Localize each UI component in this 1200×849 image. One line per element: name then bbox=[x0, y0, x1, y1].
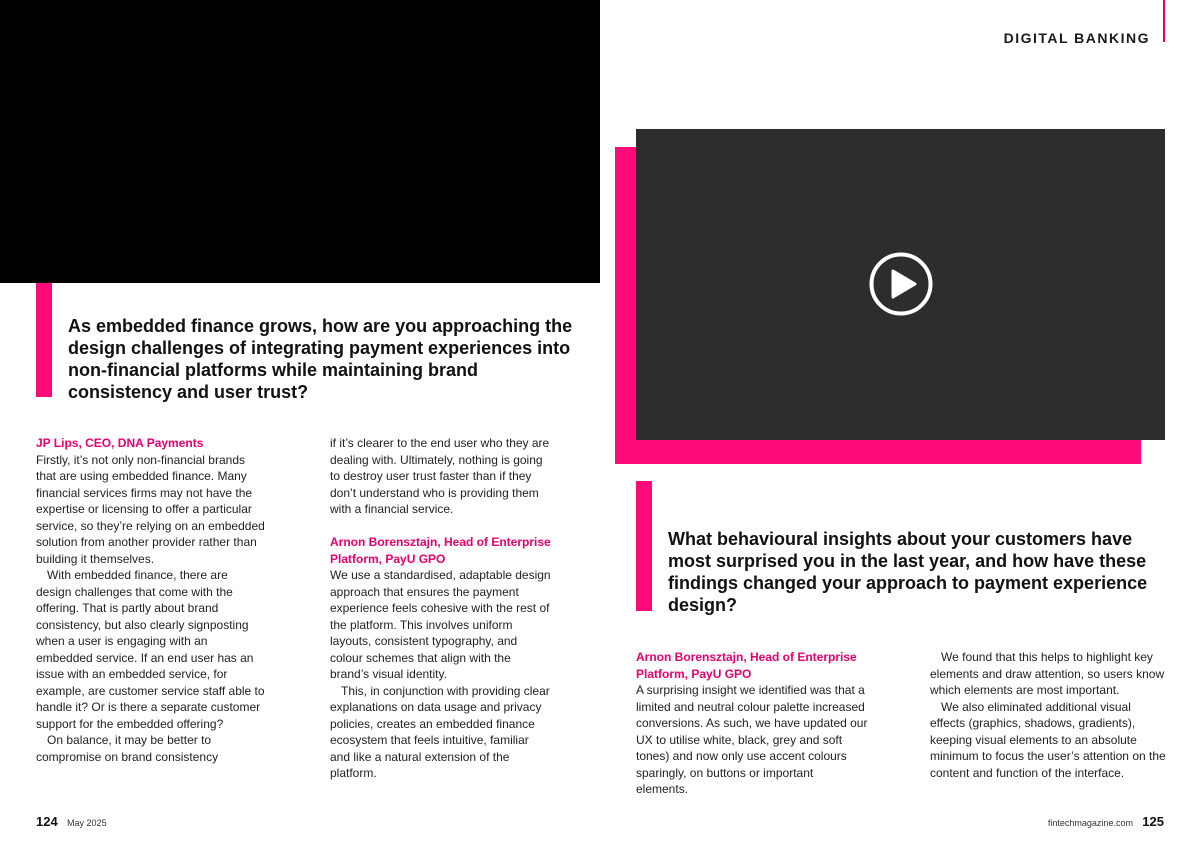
right-question: What behavioural insights about your customers have most surprised you in the last year, and how have these findings changed your approach to payment experience design? bbox=[668, 529, 1148, 615]
right-column-2 bbox=[930, 649, 1168, 781]
paragraph: We found that this helps to highlight key elements and draw attention, so users know which elements are most important. bbox=[930, 650, 1165, 697]
paragraph: With embedded finance, there are design challenges that come with the offering. That is partly about brand consistency, but also clearly signposting when a user is engaging with an embedded service. If an end user has an issue with an embedded service, for example, are customer service staff able to handle it? Or is there a separate customer support for the embedded offering? bbox=[36, 568, 265, 731]
section-label: DIGITAL BANKING bbox=[1003, 30, 1150, 46]
left-question: As embedded finance grows, how are you approaching the design challenges of integrating payment experiences into non-financial platforms while maintaining brand consistency and user trust? bbox=[68, 316, 573, 402]
issue-date: May 2025 bbox=[67, 818, 107, 828]
page-number-left: 124 bbox=[36, 814, 58, 829]
paragraph: We use a standardised, adaptable design approach that ensures the payment experience feels cohesive with the rest of the platform. This involves uniform layouts, consistent typography, and colour schemes that align with the brand’s visual identity. bbox=[330, 568, 551, 681]
section-rule bbox=[1163, 0, 1165, 42]
question-accent-bar bbox=[636, 481, 652, 611]
paragraph: if it’s clearer to the end user who they are dealing with. Ultimately, nothing is going to destroy user trust faster than if they don’t understand who is providing them with a financial service. bbox=[330, 436, 550, 516]
paragraph: This, in conjunction with providing clear explanations on data usage and privacy policies, creates an embedded finance ecosystem that feels intuitive, familiar and like a natural extension of the platform. bbox=[330, 683, 550, 780]
right-column-1 bbox=[636, 649, 868, 798]
left-column-1 bbox=[36, 435, 266, 765]
question-accent-bar bbox=[36, 283, 52, 397]
paragraph: A surprising insight we identified was that a limited and neutral colour palette increased conversions. As such, we have updated our UX to utilise white, black, grey and soft tones) and now only use accent colours sparingly, on buttons or important elements. bbox=[636, 683, 868, 796]
paragraph: We also eliminated additional visual effects (graphics, shadows, gradients), keeping visual elements to an absolute minimum to focus the user’s attention on the content and function of the interface. bbox=[930, 699, 1166, 780]
paragraph: On balance, it may be better to compromise on brand consistency bbox=[36, 733, 219, 764]
author-name: Arnon Borensztajn, Head of Enterprise Platform, PayU GPO bbox=[330, 535, 551, 566]
author-name: JP Lips, CEO, DNA Payments bbox=[36, 436, 204, 450]
left-column-2 bbox=[330, 435, 552, 782]
play-circle-icon[interactable] bbox=[869, 252, 933, 316]
hero-image bbox=[0, 0, 600, 283]
paragraph: Firstly, it’s not only non-financial brands that are using embedded finance. Many financial services firms may not have the expertise or licensing to offer a particular service, so they’re relying on an embedded solution from another provider rather than building it themselves. bbox=[36, 452, 265, 566]
author-name: Arnon Borensztajn, Head of Enterprise Platform, PayU GPO bbox=[636, 650, 857, 681]
footer-left bbox=[36, 814, 107, 829]
site-url[interactable]: fintechmagazine.com bbox=[1047, 818, 1133, 828]
page-number-right: 125 bbox=[1142, 814, 1164, 829]
footer-right bbox=[1048, 814, 1164, 829]
